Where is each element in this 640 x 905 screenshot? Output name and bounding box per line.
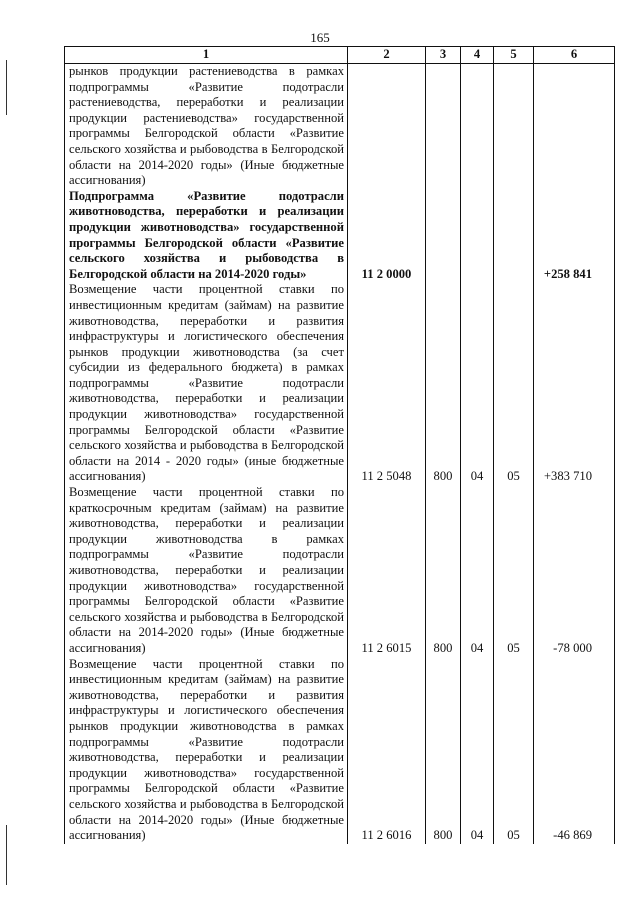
row-pr-code: 05 <box>494 485 534 657</box>
column-header-3: 3 <box>426 47 461 64</box>
row-csr-code <box>348 64 426 189</box>
row-rz-code <box>461 64 494 189</box>
column-header-5: 5 <box>494 47 534 64</box>
row-csr-code: 11 2 0000 <box>348 189 426 283</box>
row-vr-code: 800 <box>426 657 461 844</box>
row-vr-code: 800 <box>426 485 461 657</box>
row-pr-code <box>494 64 534 189</box>
row-rz-code: 04 <box>461 657 494 844</box>
margin-mark <box>6 825 7 885</box>
row-csr-code: 11 2 6016 <box>348 657 426 844</box>
row-rz-code: 04 <box>461 485 494 657</box>
row-description: Возмещение части процентной ставки по краткосрочным кредитам (займам) на развитие животноводства, переработки и реализации продукции животноводства в рамках подпрограммы «Развитие подотрасли животноводства, переработки и реализации продукции животноводства» государственной программы Белгородской области «Развитие сельского хозяйства и рыбоводства в Белгородской области на 2014-2020 годы» (Иные бюджетные ассигнования) <box>65 485 348 657</box>
row-csr-code: 11 2 5048 <box>348 282 426 485</box>
row-pr-code: 05 <box>494 282 534 485</box>
column-header-6: 6 <box>534 47 615 64</box>
row-pr-code: 05 <box>494 657 534 844</box>
row-amount: -46 869 <box>534 657 615 844</box>
row-amount: +258 841 <box>534 189 615 283</box>
row-amount <box>534 64 615 189</box>
budget-table <box>64 46 615 844</box>
row-rz-code: 04 <box>461 282 494 485</box>
column-header-2: 2 <box>348 47 426 64</box>
row-description: рынков продукции растениеводства в рамках подпрограммы «Развитие подотрасли растениеводства, переработки и реализации продукции растениеводства» государственной программы Белгородской области «Развитие сельского хозяйства и рыбоводства в Белгородской области на 2014-2020 годы» (Иные бюджетные ассигнования) <box>65 64 348 189</box>
table-row <box>65 282 615 485</box>
column-header-1: 1 <box>65 47 348 64</box>
table-row <box>65 657 615 844</box>
row-description: Подпрограмма «Развитие подотрасли животноводства, переработки и реализации продукции животноводства» государственной программы Белгородской области «Развитие сельского хозяйства и рыбоводства в Белгородской области на 2014-2020 годы» <box>65 189 348 283</box>
row-csr-code: 11 2 6015 <box>348 485 426 657</box>
row-amount: +383 710 <box>534 282 615 485</box>
header-row <box>65 47 615 64</box>
row-vr-code <box>426 189 461 283</box>
column-header-4: 4 <box>461 47 494 64</box>
table-row <box>65 64 615 189</box>
row-rz-code <box>461 189 494 283</box>
row-pr-code <box>494 189 534 283</box>
row-vr-code: 800 <box>426 282 461 485</box>
row-amount: -78 000 <box>534 485 615 657</box>
margin-mark <box>6 60 7 115</box>
page-number: 165 <box>310 30 330 45</box>
row-description: Возмещение части процентной ставки по инвестиционным кредитам (займам) на развитие животноводства, переработки и развития инфраструктуры и логистического обеспечения рынков продукции животноводства (за счет субсидии из федерального бюджета) в рамках подпрограммы «Развитие подотрасли животноводства, переработки и реализации продукции животноводства» государственной программы Белгородской области «Развитие сельского хозяйства и рыбоводства в Белгородской области на 2014 - 2020 годы» (иные бюджетные ассигнования) <box>65 282 348 485</box>
table-row <box>65 189 615 283</box>
row-vr-code <box>426 64 461 189</box>
row-description: Возмещение части процентной ставки по инвестиционным кредитам (займам) на развитие животноводства, переработки и развития инфраструктуры и логистического обеспечения рынков продукции животноводства в рамках подпрограммы «Развитие подотрасли животноводства, переработки и реализации продукции животноводства» государственной программы Белгородской области «Развитие сельского хозяйства и рыбоводства в Белгородской области на 2014-2020 годы» (Иные бюджетные ассигнования) <box>65 657 348 844</box>
table-row <box>65 485 615 657</box>
